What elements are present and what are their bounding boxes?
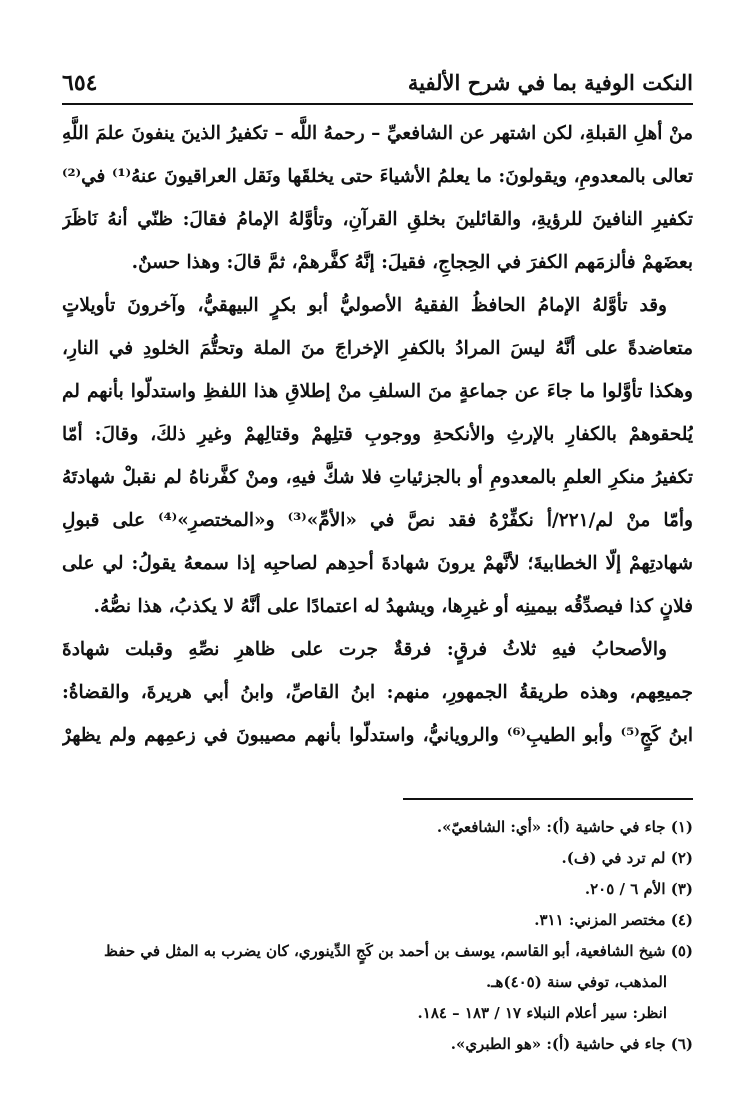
footnote-4: (٤) مختصر المزني: ٣١١. — [534, 911, 693, 929]
footnote-6: (٦) جاء في حاشية (أ): «هو الطبري». — [450, 1035, 693, 1053]
footnote-separator — [403, 798, 693, 800]
footnote-1: (١) جاء في حاشية (أ): «أي: الشافعيّ». — [436, 818, 693, 836]
footnote-5: (٥) شيخ الشافعية، أبو القاسم، يوسف بن أحمد بن كَجٍ الدِّينوري، كان يضرب به المثل في حفظ — [104, 942, 693, 960]
footnote-5-continuation: المذهب، توفي سنة (٤٠٥)هـ. — [485, 973, 667, 991]
running-header — [62, 62, 693, 102]
text-line: شهادتِهمْ إلّا الخطابيةَ؛ لأنَّهمْ يرونَ شهادةَ أحدِهم لصاحبِه إذا سمعهُ يقولُ: لي على — [62, 553, 693, 574]
text-line: ابنُ كَجٍ⁽⁵⁾ وأبو الطيبِ⁽⁶⁾ والرويانيُّ، واستدلّوا بأنهم مصيبونَ في زعمِهم ولم يظهرْ — [62, 725, 693, 746]
text-line: وأمّا منْ لم/٢٢١/أ نكفِّرْهُ فقد نصَّ في «الأمِّ»⁽³⁾ و«المختصرِ»⁽⁴⁾ على قبولِ — [62, 510, 693, 531]
footnote-3: (٣) الأم ٦ / ٢٠٥. — [584, 880, 693, 898]
text-line: تكفيرِ النافينَ للرؤيةِ، والقائلينَ بخلقِ القرآنِ، وتأوَّلهُ الإمامُ فقالَ: ظنّي أنهُ نَاظَرَ — [62, 209, 693, 230]
text-line: فلانٍ كذا فيصدِّقُه بيمينِه أو غيرِها، ويشهدُ له اعتمادًا على أنَّهُ لا يكذبُ، هذا نصُّهُ. — [93, 596, 693, 617]
text-line: متعاضدةً على أنَّهُ ليسَ المرادُ بالكفرِ الإخراجَ منَ الملة وتحتُّمَ الخلودِ في النارِ، — [62, 338, 693, 359]
text-line: بعضَهمْ فألزمَهم الكفرَ في الحِجاجِ، فقيلَ: إنَّهُ كفَّرهمْ، ثمَّ قالَ: وهذا حسنٌ. — [131, 252, 693, 273]
page-number: ٦٥٤ — [62, 70, 98, 96]
book-title: النكت الوفية بما في شرح الألفية — [407, 70, 693, 95]
text-line: والأصحابُ فيهِ ثلاثُ فرقٍ: فرقةٌ جرت على ظاهرِ نصِّهِ وقبلت شهادةَ — [62, 639, 667, 660]
header-rule — [62, 103, 693, 105]
text-line: تكفيرُ منكرِ العلمِ بالمعدومِ أو بالجزئياتِ فلا شكَّ فيهِ، ومنْ كفَّرناهُ لم نقبلْ شهادتَهُ — [62, 467, 693, 488]
text-line: منْ أهلِ القبلةِ، لكن اشتهر عن الشافعيِّ – رحمهُ اللَّه – تكفيرُ الذينَ ينفونَ علمَ اللَّهِ — [62, 123, 693, 144]
paragraph-1 — [62, 112, 693, 284]
text-line: وهكذا تأوَّلوا ما جاءَ عن جماعةٍ منَ السلفِ منْ إطلاقِ هذا اللفظِ واستدلّوا بأنهم لم — [62, 381, 693, 402]
main-text — [62, 112, 693, 757]
footnote-5-reference: انظر: سير أعلام النبلاء ١٧ / ١٨٣ – ١٨٤. — [417, 1004, 667, 1022]
paragraph-3 — [62, 628, 693, 757]
text-line: يُلحقوهمْ بالكفارِ بالإرثِ والأنكحةِ ووجوبِ قتلِهمْ وقتالِهمْ وغيرِ ذلكَ، وقالَ: أمّا — [62, 424, 693, 445]
text-line: وقد تأوَّلهُ الإمامُ الحافظُ الفقيهُ الأصوليُّ أبو بكرٍ البيهقيُّ، وآخرونَ تأويلاتٍ — [62, 295, 667, 316]
footnote-2: (٢) لم ترد في (ف). — [561, 849, 693, 867]
footnotes — [62, 812, 693, 1060]
paragraph-2 — [62, 284, 693, 628]
text-line: جميعِهم، وهذه طريقةُ الجمهورِ، منهم: ابنُ القاصِّ، وابنُ أبي هريرةَ، والقضاةُ: — [62, 682, 693, 703]
text-line: تعالى بالمعدومِ، ويقولونَ: ما يعلمُ الأشياءَ حتى يخلقَها ونَقل العراقيونَ عنهُ⁽¹⁾ في⁽²⁾ — [62, 166, 693, 187]
